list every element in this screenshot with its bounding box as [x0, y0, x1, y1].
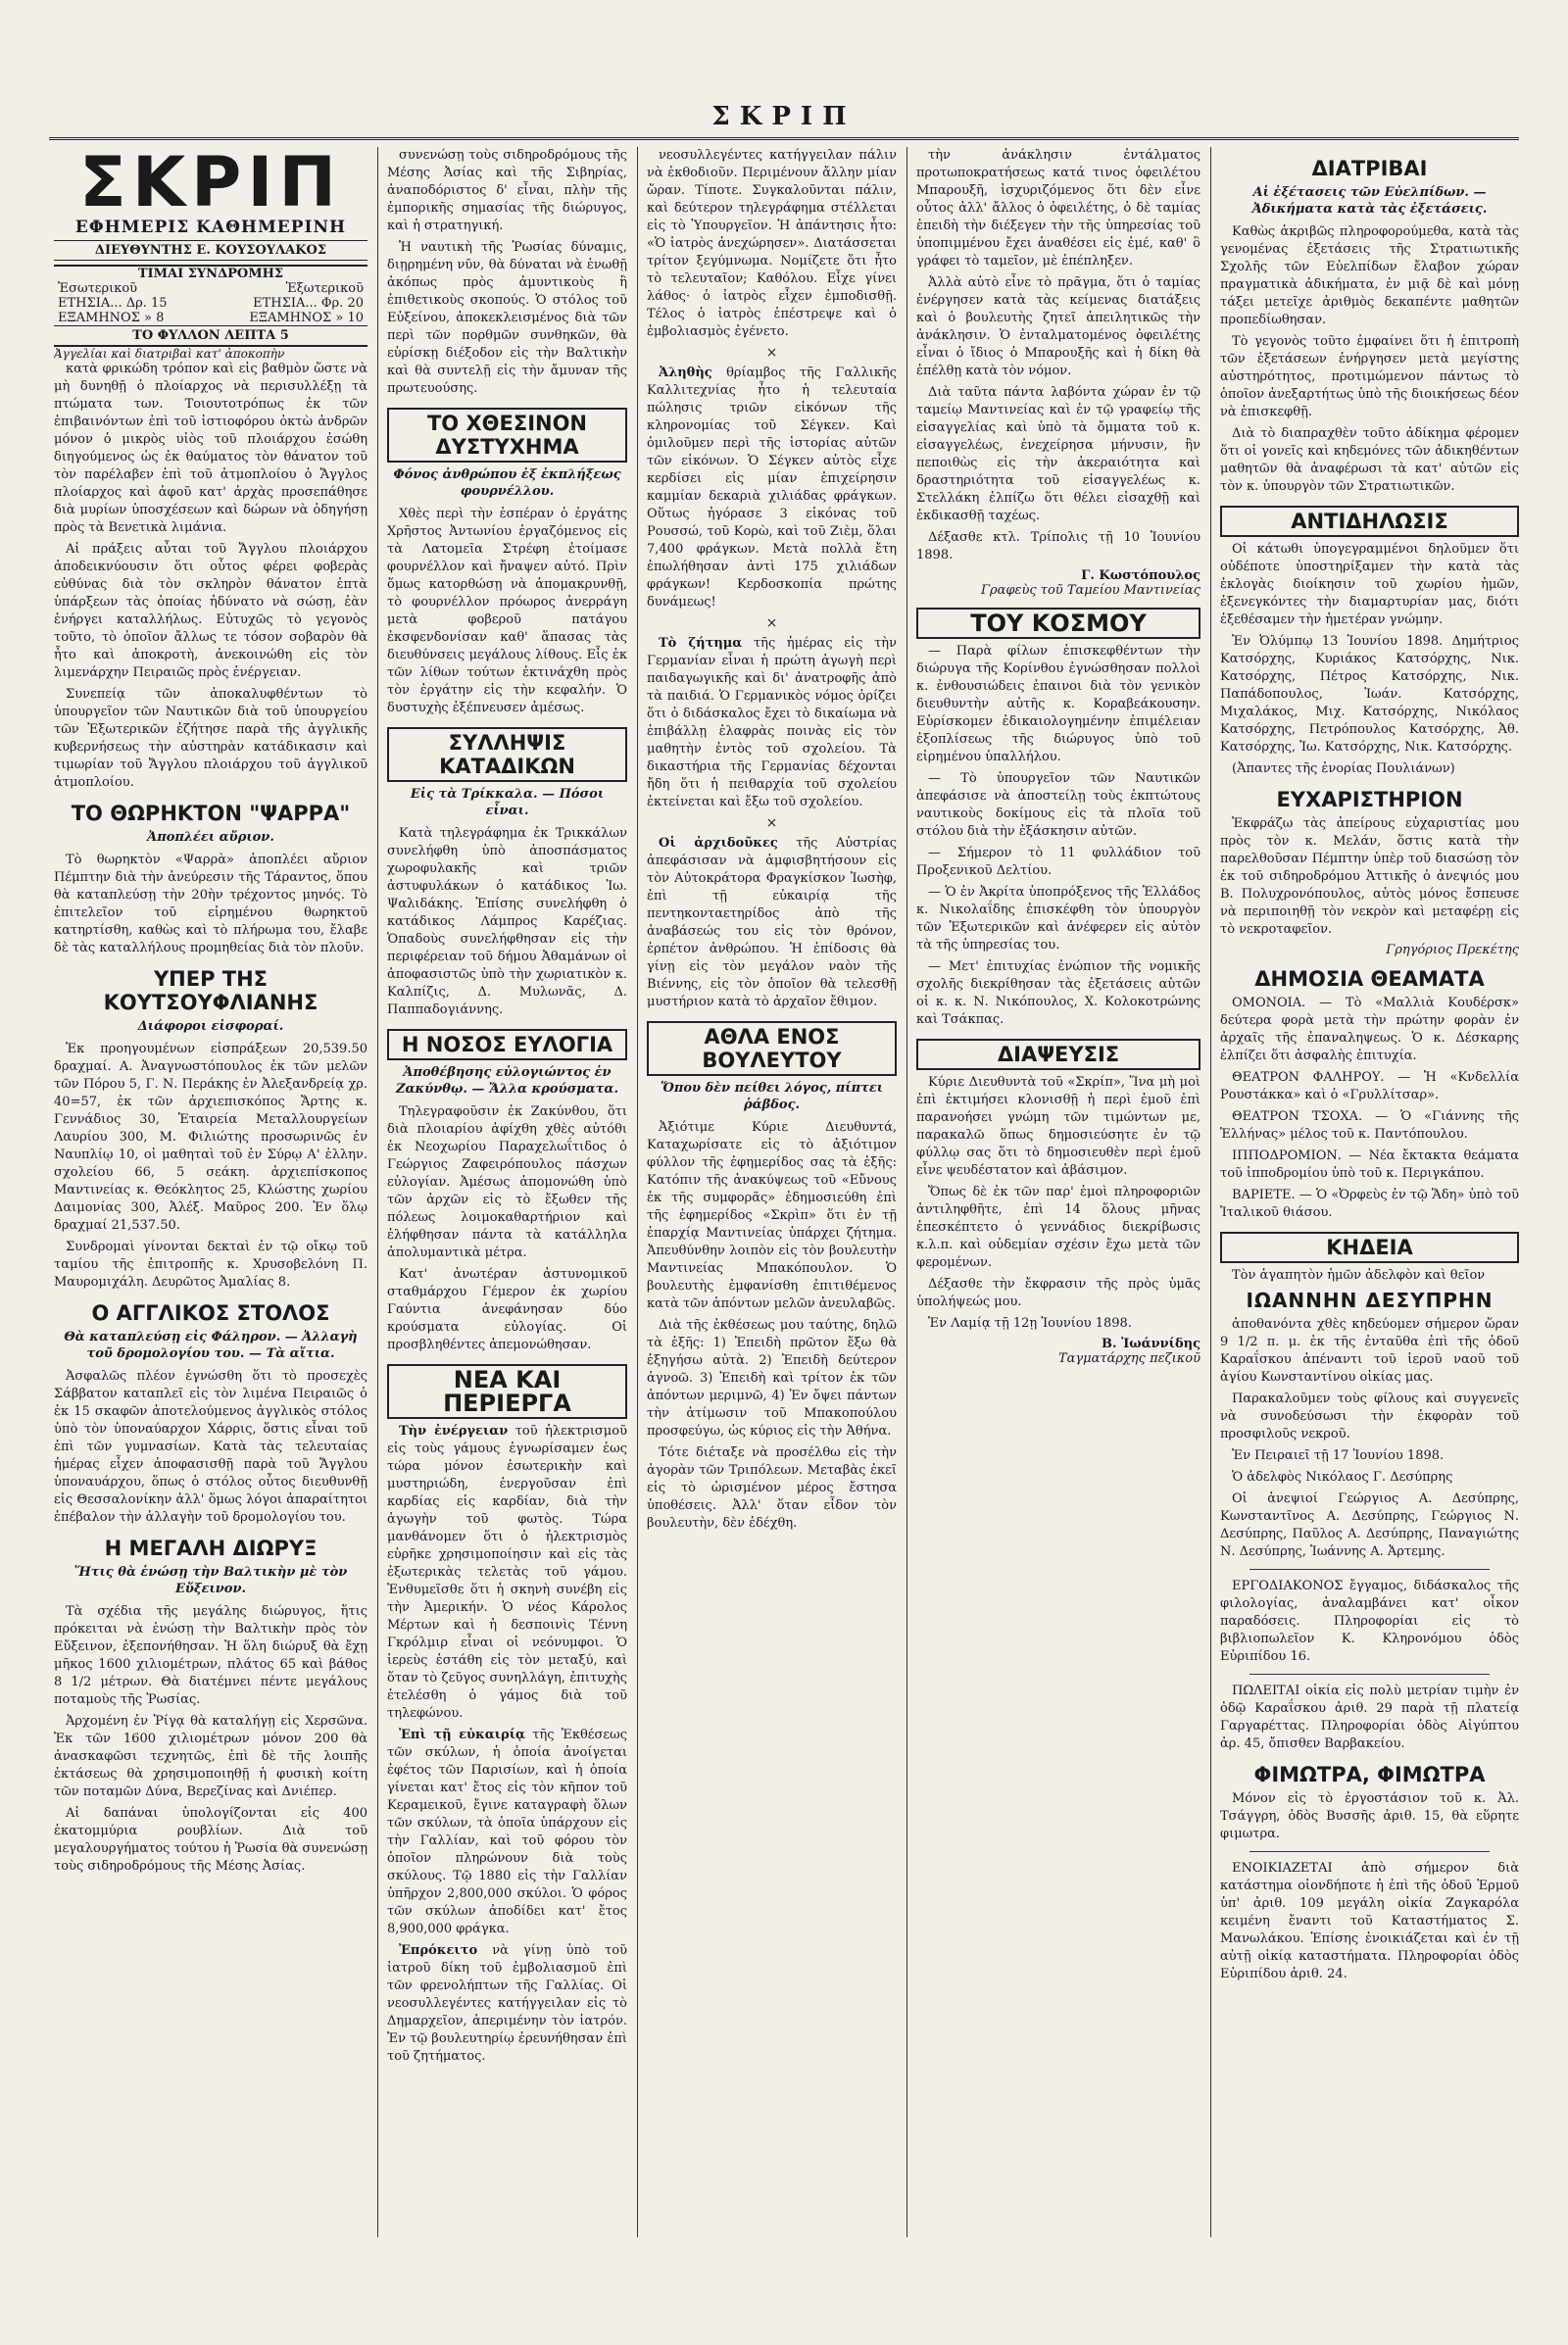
column-2 — [387, 147, 627, 2237]
headline-diatrivai: ΔΙΑΤΡΙΒΑΙ — [1311, 157, 1428, 180]
article-text: Ἐν Λαμίᾳ τῇ 12ῃ Ἰουνίου 1898. — [928, 1316, 1132, 1331]
separator-cross: × — [765, 615, 778, 631]
article-text: ΙΠΠΟΔΡΟΜΙΟΝ. — Νέα ἔκτακτα θεάματα τοῦ ἱπποδρομίου ὑπὸ τοῦ κ. Περιγκάπου. — [1220, 1148, 1519, 1181]
subhead-katadikon: Εἰς τὰ Τρίκκαλα. — Πόσοι εἶναι. — [410, 787, 605, 818]
price-semi-foreign: ΕΞΑΜΗΝΟΣ » 10 — [249, 311, 364, 325]
article-text: Ἡ ναυτικὴ τῆς Ῥωσίας δύναμις, διῃρημένη νῦν, θὰ δύναται νὰ ἑνωθῇ ἀκόπως πρὸς ἀμυντικοὺς ἢ ἐπιθετικοὺς σκοπούς. Ὁ στόλος τοῦ Εὐξείνου, ἀποκεκλεισμένος διὰ τῶν περὶ τῶν πορθμῶν συνθηκῶν, θὰ εὑρίσκῃ διέξοδον εἰς τὴν Βαλτικὴν καὶ θὰ συντελῇ εἰς τὴν ἄμυναν τῆς πρωτευούσης. — [387, 240, 627, 396]
article-text: Παρακαλοῦμεν τοὺς φίλους καὶ συγγενεῖς νὰ συνοδεύσωσι τὴν ἐκφορὰν τοῦ προσφιλοῦς νεκροῦ. — [1220, 1392, 1519, 1441]
article-text: Τὸ γεγονὸς τοῦτο ἐμφαίνει ὅτι ἡ ἐπιτροπὴ τῶν ἐξετάσεων ἐνήργησεν μετὰ μεγίστης αὐστηρότητος, προτιμώμενον πάντως τὸ ὁποῖον ἀνεξαρτήτως ὑπὸ τῆς διοικήσεως δέον νὰ ἐπισκεφθῇ. — [1220, 334, 1519, 419]
foreign-label: Ἐξωτερικοῦ — [285, 281, 364, 296]
article-text: Ὅπως δὲ ἐκ τῶν παρ' ἐμοὶ πληροφοριῶν ἀντιληφθῆτε, ἐπὶ 14 ὅλους μῆνας ἐπεσκέπτετο ὁ γεννάδιος διεκρίβωσις κ.λ.π. καὶ οὐδεμίαν σχέσιν ἔχω μετὰ τῶν φερομένων. — [916, 1185, 1200, 1270]
article-text: Συνεπείᾳ τῶν ἀποκαλυφθέντων τὸ ὑπουργεῖον τῶν Ναυτικῶν διὰ τοῦ ὑπουργείου τῶν Ἐξωτερικῶν ἐζήτησε παρὰ τῆς ἀγγλικῆς κυβερνήσεως τὴν αὐστηρὰν κατάδικασιν καὶ τιμωρίαν τοῦ Ἄγγλου πλοιάρχου τοῦ ἀγγλικοῦ ἀτμοπλοίου. — [54, 687, 368, 790]
article-text: Οἱ ἀρχιδοῦκες τῆς Αὐστρίας ἀπεφάσισαν νὰ ἀμφισβητήσουν εἰς τὸν Αὐτοκράτορα Φραγκίσκον Ἰωσὴφ, ἐπὶ τῇ εὐκαιρίᾳ τῆς πεντηκονταετηρίδος ἀπὸ τῆς ἀναβάσεώς του εἰς τὸν θρόνον, ἐρπέτον ἀνθρώπου. Ἡ ἐπίδοσις θὰ γίνῃ εἰς τὸν μεγάλον ναὸν τῆς Βιέννης, εἰς τὸν ὁποῖον θὰ τελεσθῇ μυστήριον κατὰ τὸ ἀρχαῖον ἔθιμον. — [647, 836, 897, 1009]
subhead-thorikton: Ἀποπλέει αὔριον. — [147, 830, 274, 845]
classified-ad: ΕΝΟΙΚΙΑΖΕΤΑΙ ἀπὸ σήμερον διὰ κατάστημα οἰονδήποτε ἡ ἐπὶ τῆς ὁδοῦ Ἑρμοῦ ὑπ' ἀριθ. 109 μεγάλη οἰκία Ζαγκαρόλα κειμένη ἔναντι τοῦ Καταστήματος Σ. Μανωλάκου. Ἐπίσης ἐνοικιάζεται καὶ ἐν τῇ αὐτῇ οἰκίᾳ καταστήματα. Πληροφορίαι ὁδὸς Εὐριπίδου ἀριθ. 24. — [1220, 1861, 1519, 1981]
signature: Β. Ἰωάννίδης — [1102, 1337, 1200, 1351]
running-title: ΣΚΡΙΠ — [711, 102, 857, 131]
headline-eulogia: Η ΝΟΣΟΣ ΕΥΛΟΓΙΑ — [387, 1029, 627, 1060]
article-text: νεοσυλλεγέντες κατήγγειλαν πάλιν νὰ ἐκθοδιοῦν. Περιμένουν ἄλλην μίαν ὥραν. Τίποτε. Συγκαλοῦνται πάλιν, καὶ δεύτερον τηλεγράφημα στέλλεται εἰς τὸ Ὑπουργεῖον. Ἡ ἀπάντησις ἦτο: «Ὁ ἰατρὸς ἀνεχώρησεν». Διατάσσεται τρίτον ξεγύμνωμα. Νομίζετε ὅτι ἦτο τὸ τελευταῖον; Καθόλου. Εἶχε γίνει λάθος· ὁ ἰατρὸς εἶχεν ἐμποδισθῇ. Τέλος ὁ ἰατρὸς ἐπέστρεψε καὶ ὁ ἐμβολιασμὸς ἐγένετο. — [647, 148, 897, 339]
headline-dystychima: ΤΟ ΧΘΕΣΙΝΟΝ ΔΥΣΤΥΧΗΜΑ — [387, 408, 627, 463]
headline-nea: ΝΕΑ ΚΑΙ ΠΕΡΙΕΡΓΑ — [387, 1364, 627, 1419]
column-1 — [54, 147, 368, 2237]
article-text: Κύριε Διευθυντὰ τοῦ «Σκρίπ», Ἵνα μὴ μοὶ ἐπὶ ἐκτιμήσει κλονισθῇ ἡ περὶ ἐμοῦ ἐπὶ παρανοήσει γνώμη τῶν τιμώντων με, παρακαλῶ ὅπως δημοσιεύσητε ἐν τῷ φύλλῳ σας ὅτι τὸ δημοσιευθὲν περὶ ἐμοῦ εἶνε ψευδέστατον καὶ ἀβάσιμον. — [916, 1075, 1200, 1178]
article-text: Οἱ ἀνεψιοί Γεώργιος Α. Δεσύπρης, Κωνσταντῖνος Α. Δεσύπρης, Γεώργιος Ν. Δεσύπρης, Παῦλος Α. Δεσύπρης, Παναγιώτης Ν. Δεσύπρης, Ἰωάννης Α. Ἀρτεμης. — [1220, 1491, 1519, 1559]
article-text: — Παρὰ φίλων ἐπισκεφθέντων τὴν διώρυγα τῆς Κορίνθου ἐγνώσθησαν πολλοὶ κ. ἐνθουσιώδεις ἐπαινοι διὰ τὸν γενικὸν διευθυντὴν αὐτῆς κ. Κοραβεάκουσην. Εὑρίσκομεν ἐδικαιολογημένην ἐπιμέλειαν ἐξοπλίσεως τῆς διώρυγος ὑπὸ τοῦ εἰρημένου ὑπαλλήλου. — [916, 644, 1200, 764]
article-text: Τότε διέταξε νὰ προσέλθω εἰς τὴν ἀγορὰν τῶν Τριπόλεων. Μεταβὰς ἐκεῖ εἰς τὸ ὡρισμένον μέρος ἔστησα ὑποθέσεις. Ἀλλ' ὅταν εἶδον τὸν βουλευτὴν, δὲν ἐδέχθη. — [647, 1445, 897, 1531]
classified-ad: ΠΩΛΕΙΤΑΙ οἰκία εἰς πολὺ μετρίαν τιμὴν ἐν ὁδῷ Καραΐσκου ἀριθ. 29 παρὰ τῇ πλατείᾳ Γαργαρέττας. Πληροφορίαι ὁδὸς Αἰγύπτου ἀρ. 45, ὄπισθεν Βαρβακείου. — [1220, 1684, 1519, 1751]
article-text: Δέξασθε τὴν ἔκφρασιν τῆς πρὸς ὑμᾶς ὑπολήψεώς μου. — [916, 1277, 1200, 1309]
lead-in: Ἐπρόκειτο — [399, 1943, 478, 1958]
funeral-name: ΙΩΑΝΝΗΝ ΔΕΣΥΠΡΗΝ — [1246, 1289, 1494, 1312]
article-text: ΘΕΑΤΡΟΝ ΦΑΛΗΡΟΥ. — Ἡ «Κνδελλία Ρουστάκκα» καὶ ὁ «Γρυλλίτσαρ». — [1220, 1070, 1519, 1102]
article-text: ΟΜΟΝΟΙΑ. — Τὸ «Μαλλιὰ Κουδέρσκ» δεύτερα φορὰ μετὰ τὴν πρώτην φορὰν ἐν ἀρχαῖς τῆς ἐπαναληψεως. Ὁ κ. Δέσκαρης ἐλπίζει ὅτι ἀσφαλὴς ἐπιτυχία. — [1220, 996, 1519, 1063]
separator — [1250, 1569, 1490, 1570]
article-text: Ἀρχομένη ἐν Ῥίγᾳ θὰ καταλήγῃ εἰς Χερσῶνα. Ἐκ τῶν 1600 χιλιομέτρων μόνον 200 θὰ ἀνασκαφῶσι τεχνητῶς, ἐπὶ δὲ τῆς λοιπῆς ἐκτάσεως θὰ χρησιμοποιηθῇ ἡ φυσικὴ κοίτη τῶν ποταμῶν Δύνα, Βερεζίνας καὶ Δνιέπερ. — [54, 1714, 368, 1799]
article-text: Διὰ τῆς ἐκθέσεως μου ταύτης, δηλῶ τὰ ἑξῆς: 1) Ἐπειδὴ πρῶτον ἔξω θὰ ἐξηγήσω αὐτὰ. 2) Ἐπειδὴ δεύτερον ἀγνοῶ. 3) Ἐπειδὴ καὶ τρίτον ἐκ τῶν ἀπόντων μεριμνῶ, 4) Ἐν ὄψει πάντων τὴν ἀτίμωσιν τοῦ Μπακοπούλου προσφεύγω, ὡς κύριος εἰς τὴν Ἀθήνα. — [647, 1318, 897, 1439]
article-text: Τὰ σχέδια τῆς μεγάλης διώρυγος, ἥτις πρόκειται νὰ ἑνώσῃ τὴν Βαλτικὴν πρὸς τὸν Εὔξεινον, ἐξεπονήθησαν. Ἡ ὅλη διώρυξ θὰ ἔχῃ μῆκος 1600 χιλιομέτρων, πλάτος 65 καὶ βάθος 8 1/2 μέτρων. Θὰ διατέμνει πέντε μεγάλους ποταμοὺς τῆς Ῥωσίας. — [54, 1604, 368, 1707]
article-text: Ἀξιότιμε Κύριε Διευθυντά, Καταχωρίσατε εἰς τὸ ἀξιότιμον φύλλον τῆς ἐφημερίδος σας τὰ ἑξῆς: Κατόπιν τῆς ἀνακύψεως τοῦ «Εὔνους ἐκ τῆς συμφορᾶς» ἐδημοσιεύθη ἐπὶ τῆς ἐφημερίδος «Σκρὶπ» ὅτι ἐν τῇ ἐπαρχίᾳ Μαντινείας ὑπάρχει ζήτημα. Ἀπευθύνθην λοιπὸν εἰς τὸν βουλευτὴν Μαντινείας Μπακόπουλον. Ὁ βουλευτὴς ἐμφανίσθη ἐπιτιθέμενος κατὰ τῶν ἀπόντων μελῶν ἀνευλαβῶς. — [647, 1120, 897, 1311]
article-text: ΒΑΡΙΕΤΕ. — Ὁ «Ὀρφεὺς ἐν τῷ Ἅδη» ὑπὸ τοῦ Ἰταλικοῦ θιάσου. — [1220, 1188, 1519, 1220]
article-text: συνενώσῃ τοὺς σιδηροδρόμους τῆς Μέσης Ἀσίας καὶ τῆς Σιβηρίας, ἀναποδόριστος δ' εἶναι, πλὴν τῆς ἐμπορικῆς σημασίας τῆς διώρυγος, καὶ ἡ στρατηγική. — [387, 148, 627, 233]
signature-role: Γραφεὺς τοῦ Ταμείου Μαντινείας — [980, 583, 1200, 598]
headline-athla: ΑΘΛΑ ΕΝΟΣ ΒΟΥΛΕΥΤΟΥ — [647, 1021, 897, 1076]
article-text: Τὴν ἐνέργειαν τοῦ ἠλεκτρισμοῦ εἰς τοὺς γάμους ἐγνωρίσαμεν ἐως τώρα μόνον ἐσωτερικὴν καὶ μυστηριώδη, ἐνεργοῦσαν ἐπὶ καρδίας εἰς καρδίαν, διὰ τὴν ἀγωγὴν τοῦ φωτὸς. Τώρα μανθάνομεν ὅτι ὁ ἠλεκτρισμὸς εὑρῆκε χρησιμοποίησιν καὶ εἰς τὰς ἐξωτερικὰς τελετὰς τοῦ γάμου. Ἐνθυμεῖσθε ὅτι ἡ σκηνὴ συνέβη εἰς τὴν Ἀμερικήν. Ὁ νέος Κάρολος Μέρτων καὶ ἡ δεσποινὶς Τέννη Γκρόλμιρ εἶναι οἱ νεόνυμφοι. Ὁ ἱερεὺς ἐστάθη εἰς τὸν μεταξύ, καὶ ὅταν τὸ ζεῦγος συνηλλάγη, ἐπιτυχὴς ἐτελέσθη ὁ γάμος διὰ τοῦ τηλεφώνου. — [387, 1424, 627, 1721]
masthead-logo: ΣΚΡΙΠ — [79, 147, 342, 222]
article-text: Ὁ ἀδελφὸς Νικόλαος Γ. Δεσύπρης — [1232, 1470, 1453, 1485]
article-text: Κατ' ἀνωτέραν ἀστυνομικοῦ σταθμάρχου Γέμερον ἐκ χωρίου Γαύντια ἀνεφάνησαν δύο κρούσματα εὐλογίας. Οἱ προσβληθέντες ἀπεμονώθησαν. — [387, 1267, 627, 1352]
article-text: Οἱ κάτωθι ὑπογεγραμμένοι δηλοῦμεν ὅτι οὐδέποτε ὑποστηρίξαμεν τὴν κατὰ τὰς ἐκλογὰς διοίκησιν τοῦ χωρίου ἡμῶν, ἐξενεγκόντες τὴν διαμαρτυρίαν μας, διότι ἐξεθέσαμεν τὴν ἡμετέραν γνώμην. — [1220, 542, 1519, 627]
column-divider — [377, 147, 378, 2237]
headline-koutsoufliani: ΥΠΕΡ ΤΗΣ ΚΟΥΤΣΟΥΦΛΙΑΝΗΣ — [103, 967, 318, 1014]
subhead-athla: Ὅπου δὲν πείθει λόγος, πίπτει ῥάβδος. — [660, 1081, 884, 1112]
subhead-stolos: Θὰ καταπλεύσῃ εἰς Φάληρον. — Ἀλλαγὴ τοῦ δρομολογίου του. — Τὰ αἴτια. — [64, 1330, 358, 1361]
article-text: Αἱ δαπάναι ὑπολογίζονται εἰς 400 ἑκατομμύρια ρουβλίων. Διὰ τοῦ μεγαλουργήματος τούτου ἡ Ῥωσία θὰ συνενώσῃ τοὺς σιδηροδρόμους τῆς Μέσης Ἀσίας. — [54, 1806, 368, 1874]
separator — [1250, 1851, 1490, 1852]
subhead-diatrivai: Αἱ ἐξέτασεις τῶν Εὐελπίδων. — Ἀδικήματα κατὰ τὰς ἐξετάσεις. — [1251, 185, 1488, 217]
headline-antidilosis: ΑΝΤΙΔΗΛΩΣΙΣ — [1220, 506, 1519, 537]
article-text: Ἀσφαλῶς πλέον ἐγνώσθη ὅτι τὸ προσεχὲς Σάββατον καταπλεῖ εἰς τὸν λιμένα Πειραιῶς ὁ ἐκ 15 σκαφῶν ἀποτελούμενος ἀγγλικὸς στόλος ὑπὸ τὸν ὑποναύαρχον Χάρρις, ὅστις εἶναι τοῦ ἐπὶ τῶν γυμνασίων. Κατὰ τὰς τελευταίας ἡμέρας εἶχεν ἀποφασισθῇ παρὰ τοῦ Ἄγγλου ὑποναυάρχου, ὅπως ὁ στόλος οὗτος διευθυνθῇ εἰς Θεσσαλονίκην ἀλλ' ὅμως λόγοι ἀπαραίτητοι ἐπέβαλον τὴν ἀλλαγὴν τοῦ δρομολογίου του. — [54, 1369, 368, 1525]
article-text: Ἀλλὰ αὐτὸ εἶνε τὸ πρᾶγμα, ὅτι ὁ ταμίας ἐνέργησεν κατὰ τὰς κείμενας διατάξεις καὶ ὁ βουλευτὴς ζητεῖ ἀπειλητικῶς τὴν ἀνάκλησιν. Ὁ ἐνταλματομένος ὀφειλέτης εἶναι ὁ ἴδιος ὁ Μπαρουξῆς καὶ ἡ δίκη θὰ ἐπέλθῃ κατὰ τὸν νόμον. — [916, 275, 1200, 378]
price-notice: ΤΟ ΦΥΛΛΟΝ ΛΕΠΤΑ 5 — [54, 326, 368, 347]
ads-notice: Ἀγγελίαι καὶ διατριβαὶ κατ' ἀποκοπὴν — [54, 347, 285, 361]
top-rule — [49, 137, 1519, 140]
article-text: τὴν ἀνάκλησιν ἐντάλματος προτωποκρατήσεως κατά τινος ὀφειλέτου Μπαρουξῆ, ἰσχυριζόμενος ὅτι δὲν εἶνε οὗτος ἀλλ' ἄλλος ὁ ὀφειλέτης, ὁ δὲ ταμίας ἐπειδὴ τὴν διέξεγεν τὴν τῆς ὑπηρεσίας τοῦ ὑποπιμμένου ἔχει ἀναθέσει εἰς ἐμέ, καθ' ὃ γράφει τὸ ταμεῖον, μὲ ἐπέπληξεν. — [916, 148, 1200, 269]
article-text: ΘΕΑΤΡΟΝ ΤΣΟΧΑ. — Ὁ «Γιάννης τῆς Ἑλλήνας» μέλος τοῦ κ. Παντόπουλου. — [1220, 1109, 1519, 1142]
headline-diapseusis: ΔΙΑΨΕΥΣΙΣ — [916, 1039, 1200, 1070]
signature: Γ. Κωστόπουλος — [1081, 568, 1200, 583]
subhead-dystychima: Φόνος ἀνθρώπου ἐξ ἐκπλήξεως φουρνέλλου. — [393, 467, 621, 499]
signature: Γρηγόριος Πρεκέτης — [1386, 943, 1519, 957]
article-text: — Τὸ ὑπουργεῖον τῶν Ναυτικῶν ἀπεφάσισε νὰ ἀποστείλῃ τοὺς ἐκπτώτους ναυτικοὺς δοκίμους εἰς τὰ πλοῖα τοῦ στόλου διὰ τὴν ἐξάσκησιν αὐτῶν. — [916, 771, 1200, 839]
headline-theamata: ΔΗΜΟΣΙΑ ΘΕΑΜΑΤΑ — [1254, 967, 1485, 991]
headline-katadikon: ΣΥΛΛΗΨΙΣ ΚΑΤΑΔΙΚΩΝ — [387, 727, 627, 782]
article-text: Συνδρομαὶ γίνονται δεκταὶ ἐν τῷ οἴκῳ τοῦ ταμίου τῆς ἐπιτροπῆς κ. Χρυσοβελόνη Π. Μαυρομιχάλη. Δευρῶτος Ἀμαλίας 8. — [54, 1240, 368, 1290]
column-3 — [647, 147, 897, 2237]
article-text: Ἐπρόκειτο νὰ γίνῃ ὑπὸ τοῦ ἰατροῦ δίκη τοῦ ἐμβολιασμοῦ ἐπὶ τῶν φρενολήπτων τῆς Γαλλίας. Οἱ νεοσυλλεγέντες κατήγγειλαν εἰς τὸ Δημαρχεῖον, ἀπεριμένην τὸν ἰατρόν. Ἐν τῷ βουλευτηρίῳ ἐρευνήθησαν ἐπὶ τοῦ ζητήματος. — [387, 1943, 627, 2064]
article-text: Διὰ ταῦτα πάντα λαβόντα χώραν ἐν τῷ ταμείῳ Μαντινείας καὶ ἐν τῷ γραφείῳ τῆς εἰσαγγελίας καὶ ὑπὸ τὰ ὄμματα τοῦ κ. εἰσαγγελέως, ἐνεχείρησα μήνυσιν, ἣν πεποιθὼς εἰς τὴν ἀκεραιότητα καὶ δραστηριότητα τοῦ εἰσαγγελέως κ. Στελλάκη ἐλπίζω ὅτι θέλει εἰσαχθῇ καὶ ἐκδικασθῇ ταχέως. — [916, 385, 1200, 523]
headline-stolos: Ο ΑΓΓΛΙΚΟΣ ΣΤΟΛΟΣ — [91, 1301, 330, 1325]
lead-in: Οἱ ἀρχιδοῦκες — [659, 836, 778, 851]
column-4 — [916, 147, 1200, 2237]
article-text: ἀποθανόντα χθὲς κηδεύομεν σήμερον ὥραν 9 1/2 π. μ. ἐκ τῆς ἐνταῦθα ἐπὶ τῆς ὁδοῦ Καραΐσκου ἀπέναντι τοῦ ἱεροῦ ναοῦ τοῦ ἁγίου Κωνσταντίνου οἰκίας μας. — [1220, 1317, 1519, 1385]
headline-efxaristirion: ΕΥΧΑΡΙΣΤΗΡΙΟΝ — [1276, 788, 1463, 811]
lead-in: Τὸ ζήτημα — [659, 636, 743, 651]
subhead-koutsoufliani: Διάφοροι εἰσφοραί. — [137, 1019, 284, 1034]
classified-ad: ΕΡΓΟΔΙΑΚΟΝΟΣ ἔγγαμος, διδάσκαλος τῆς φιλολογίας, ἀναλαμβάνει κατ' οἶκον παραδόσεις. Πληροφορίαι εἰς τὸ βιβλιοπωλεῖον Κ. Κληρονόμου ὁδὸς Εὐριπίδου 16. — [1220, 1579, 1519, 1664]
headline-thorikton: ΤΟ ΘΩΡΗΚΤΟΝ "ΨΑΡΡΑ" — [71, 802, 351, 825]
masthead-director: ΔΙΕΥΘΥΝΤΗΣ Ε. ΚΟΥΣΟΥΛΑΚΟΣ — [54, 240, 368, 261]
article-text: Ἐκ προηγουμένων εἰσπράξεων 20,539.50 δραχμαί. Α. Ἀναγνωστόπουλος ἐκ τῶν μελῶν τῶν Πόρου 5, Γ. Ν. Περάκης ἐν Ἀλεξανδρείᾳ χρ. 40=57, ἐκ τῶν ἀρχιεπισκόπος Ἄρτης κ. Γεννάδιος 30, Ἑταιρεία Μεταλλουργείων Λαυρίου 300, Μ. Φιλιώτης προσωρινῶς ἐν Ναυπλίῳ 10, οἱ μαθηταὶ τοῦ ἐν Σύρῳ Α' ἑλλην. σχολείου 66, 5 σεάκη. ἀρχιεπίσκοπος Μαντινείας κ. Θεόκλητος 25, Κλώστης χωρίου Δαιμονίας 300, Ἀλέξ. Μαῦρος 200. Ἐν ὅλῳ δραχμαί 21,537.50. — [54, 1042, 368, 1233]
price-semi-domestic: ΕΞΑΜΗΝΟΣ » 8 — [58, 311, 165, 325]
article-text: Τὸν ἀγαπητὸν ἡμῶν ἀδελφὸν καὶ θεῖον — [1232, 1268, 1486, 1283]
price-annual-domestic: ΕΤΗΣΙΑ... Δρ. 15 — [58, 296, 168, 311]
article-text: Τὸ θωρηκτὸν «Ψαρρὰ» ἀποπλέει αὔριον Πέμπτην διὰ τὴν ἀνεύρεσιν τῆς Τάραντος, ὅπου θὰ καταπλεύσῃ τὴν 20ὴν τρέχοντος μηνός. Τὸ ἐπιτελεῖον τοῦ εἰρημένου θωρηκτοῦ κατηρτίσθη, καθὼς καὶ τὸ πλήρωμα του, ἔλαβε δὲ τὰς καταλλήλους προμηθείας διὰ τὸν πλοῦν. — [54, 853, 368, 955]
separator-cross: × — [765, 345, 778, 361]
lead-in: Ἀληθὴς — [659, 366, 712, 380]
article-text: Ἐν Πειραιεῖ τῇ 17 Ἰουνίου 1898. — [1232, 1448, 1445, 1463]
subhead-eulogia: Ἀποθέβησης εὐλογιώντος ἐν Ζακύνθῳ. — Ἄλλα κρούσματα. — [396, 1065, 618, 1097]
article-text: Τὸ ζήτημα τῆς ἡμέρας εἰς τὴν Γερμανίαν εἶναι ἡ πρώτη ἀγωγὴ περὶ παιδαγωγικῆς καὶ δι' ἀνατροφῆς ἀπὸ τὰ παιδιά. Ὁ Γερμανικὸς νόμος ὁρίζει ὅτι ὁ διδάσκαλος ἔχει τὸ δικαίωμα νὰ ἐπιβάλλῃ ἐλαφρὰς ποινὰς εἰς τὸν μαθητὴν ἐντὸς τοῦ σχολείου. Τὰ δικαστήρια τῆς Γερμανίας δέχονται ἤδη ὅτι ἡ πειθαρχία τοῦ σχολείου ἐκτείνεται καὶ ἔξω τοῦ σχολείου. — [647, 636, 897, 809]
article-text: Ἐν Ὀλύμπῳ 13 Ἰουνίου 1898. Δημήτριος Κατσόρχης, Κυριάκος Κατσόρχης, Νικ. Κατσόρχης, Πέτρος Κατσόρχης, Νικ. Παπάδοπουλος, Ἰωάν. Κατσόρχης, Μιχαλάκος, Μιχ. Κατσόρχης, Νικόλαος Κατσόρχης, Πετρόπουλος Κατσόρχης, Ἀθ. Κατσόρχης, Ἰω. Κατσόρχης, Νικ. Κατσόρχης. — [1220, 634, 1519, 755]
subscription-prices — [54, 267, 368, 326]
lead-in: Τὴν ἐνέργειαν — [399, 1424, 509, 1439]
article-text: Διὰ τὸ διαπραχθὲν τοῦτο ἀδίκημα φέρομεν ὅτι οἱ γονεῖς καὶ κηδεμόνες τῶν ἀδικηθέντων μαθητῶν θὰ ἀναφέρωσι τὰ κατ' αὐτῶν εἰς τὸν κ. ὑπουργὸν τῶν Στρατιωτικῶν. — [1220, 426, 1519, 494]
separator — [1250, 1674, 1490, 1675]
headline-diorix: Η ΜΕΓΑΛΗ ΔΙΩΡΥΞ — [104, 1537, 318, 1560]
price-annual-foreign: ΕΤΗΣΙΑ... Φρ. 20 — [253, 296, 364, 311]
article-text: Ἀληθὴς θρίαμβος τῆς Γαλλικῆς Καλλιτεχνίας ἦτο ἡ τελευταία πώλησις τριῶν εἰκόνων τῆς κληρονομίας τοῦ Σέγκεν. Καὶ ὁμιλοῦμεν περὶ τῆς ἱστορίας αὐτῶν τῶν εἰκόνων. Ὁ Σέγκεν αὐτὸς εἶχε κερδίσει εἰς μίαν ἐπιχείρησιν καμμίαν δεκαριὰ χιλιάδας φράγκων. Οὕτως ἠγόρασε 3 εἰκόνας τοῦ Ρουσσώ, τοῦ Κορὼ, καὶ τοῦ Ζιὲμ, ὅλαι 7,400 φράγκων. Μετὰ πολλὰ ἔτη ἐπωλήθησαν ἀντὶ 175 χιλιάδων φράγκων! Κερδοσκοπία πρώτης δυνάμεως! — [647, 366, 897, 610]
headline-kosmou: ΤΟΥ ΚΟΣΜΟΥ — [916, 608, 1200, 639]
article-text: Ἐπὶ τῇ εὐκαιρίᾳ τῆς Ἐκθέσεως τῶν σκύλων, ἡ ὁποία ἀνοίγεται ἐφέτος τῶν Παρισίων, καὶ ἡ ὁποία γίνεται κατ' ἔτος εἰς τὸν κῆπον τοῦ Κεραμεικοῦ, ἔγινε καταγραφὴ ὅλων τῶν σκύλων, τὰ ὁποῖα ὑπάρχουν εἰς τὴν Γαλλίαν, καὶ τοῦ φόρου τὸν ὁποῖον πληρώνουν διὰ τοὺς σκύλους. Τῷ 1880 εἰς τὴν Γαλλίαν ὑπῆρχον 2,800,000 σκύλοι. Ὁ φόρος τῶν σκύλων ἀποδίδει κατ' ἔτος 8,900,000 φράγκα. — [387, 1728, 627, 1936]
classified-ad: Μόνον εἰς τὸ ἐργοστάσιον τοῦ κ. Ἀλ. Τσάγγρη, ὁδὸς Βυσσῆς ἀριθ. 15, θὰ εὕρητε φιμωτρα. — [1220, 1791, 1519, 1841]
signature-role: Ταγματάρχης πεζικοῦ — [1057, 1351, 1200, 1366]
article-text: (Ἀπαντες τῆς ἐνορίας Πουλιάνων) — [1232, 761, 1455, 776]
separator-cross: × — [765, 815, 778, 831]
masthead — [54, 147, 368, 267]
headline-fimotra: ΦΙΜΩΤΡΑ, ΦΙΜΩΤΡΑ — [1253, 1763, 1486, 1786]
article-text: Χθὲς περὶ τὴν ἑσπέραν ὁ ἐργάτης Χρῆστος Ἀντωνίου ἐργαζόμενος εἰς τὰ Λατομεῖα Στρέφη ἐτοίμασε φουρνέλλον καὶ ἤναψεν αὐτό. Πρὶν ὅμως κατορθώσῃ νὰ ἀπομακρυνθῇ, τὸ φουρνέλλον πρόωρος ἀνερράγη μετὰ φοβεροῦ πατάγου ἐκσφενδονίσαν καθ' ἅπασας τὰς διευθύνσεις μεγάλους λίθους. Εἷς ἐκ τῶν λίθων τούτων ἐκτινάχθη πρὸς τὸν ἐργάτην εἰς τὴν κεφαλήν. Ὁ δυστυχὴς ἐξέπνευσεν ἀμέσως. — [387, 507, 627, 715]
article-text: Δέξασθε κτλ. Τρίπολις τῇ 10 Ἰουνίου 1898. — [916, 530, 1200, 562]
headline-kidia: ΚΗΔΕΙΑ — [1220, 1232, 1519, 1263]
column-divider — [637, 147, 638, 2237]
article-text: Ἐκφράζω τὰς ἀπείρους εὐχαριστίας μου πρὸς τὸν κ. Μελάν, ὅστις κατὰ τὴν παρελθοῦσαν Πέμπτην ὑπὲρ τοῦ διασώσῃ τὸν ἐκ τοῦ σιδηροδρόμου Ἀττικῆς ὁ ἀνεψιός μου Β. Πολυχρονόπουλος, αὐτὸς μόνος ἔσπευσε νὰ περιποιηθῇ τὸν νεκρὸν καὶ μεταφέρῃ εἰς τὸ νεκροταφεῖον. — [1220, 816, 1519, 937]
article-text: κατὰ φρικώδη τρόπον καὶ εἰς βαθμὸν ὥστε νὰ μὴ δυνηθῇ ὁ πλοίαρχος νὰ περισυλλέξῃ τὰ πτώματα των. Τοιουτοτρόπως ἐκ τῶν ἐπιβαινόντων ἐπὶ τοῦ ἱστιοφόρου ὀκτὼ ἀνδρῶν μόνον ὁ μικρὸς υἱὸς τοῦ πλοιάρχου ἐσώθη διηγούμενος ὡς ἐκ θαύματος τὸν θάνατον τοῦ τὸν παρέλαβεν ἐπὶ τοῦ ἀτμοπλοίου ὁ Ἄγγλος πλοίαρχος καὶ ἀφοῦ κατ' ἀρχὰς προσεπάθησε διὰ μυρίων ὑποσχέσεων καὶ δώρων νὰ ὁδηγήσῃ πρὸς τὰ Βενετικὰ λιμάνια. — [54, 362, 368, 535]
column-5 — [1220, 147, 1519, 2237]
masthead-subtitle: ΕΦΗΜΕΡΙΣ ΚΑΘΗΜΕΡΙΝΗ — [74, 218, 347, 237]
column-divider — [906, 147, 907, 2237]
article-text: Τηλεγραφοῦσιν ἐκ Ζακύνθου, ὅτι διὰ πλοιαρίου ἀφίχθη χθὲς αὐτόθι ἐκ Νεοχωρίου Παραχελωΐτιδος ὁ Γεώργιος Ζαφειρόπουλος πάσχων εὐλογίαν. Ἀμέσως ἀπομονώθη ὑπὸ τῶν ἀρχῶν εἰς τὸ ἔξωθεν τῆς πόλεως λοιμοκαθαρτήριον καὶ ἐλήφθησαν πάντα τὰ κατάλληλα ἀπολυμαντικὰ μέτρα. — [387, 1104, 627, 1260]
article-text: Καθὼς ἀκριβῶς πληροφορούμεθα, κατὰ τὰς γενομένας ἐξετάσεις τῆς Στρατιωτικῆς Σχολῆς τῶν Εὐελπίδων ἔλαβον χώραν πραγματικὰ ἀδικήματα, ἐν μιᾷ δὲ καὶ μόνῃ τάξει μετεῖχε ἀριθμὸς δεκαπέντε μαθητῶν προπεδίωθησαν. — [1220, 224, 1519, 327]
domestic-label: Ἐσωτερικοῦ — [58, 281, 138, 296]
column-divider — [1210, 147, 1211, 2237]
article-text: Αἱ πράξεις αὗται τοῦ Ἄγγλου πλοιάρχου ἀποδεικνύουσιν ὅτι οὗτος φέρει φοβερὰς εὐθύνας διὰ τὸν σκληρὸν θάνατον ἑπτὰ ὑπάρξεων τὰς ὁποίας ἠδύνατο νὰ σώσῃ, ἐὰν ἐνήργει καταλλήλως. Εὐτυχῶς τὸ γεγονὸς τοῦτο, τὸ ὁποῖον ἄλλως τε τόσον σοβαρὸν θὰ ἦτο καὶ ἀποκροτὴ, ἀνεκοινώθη εἰς τὸν λιμενάρχην Πειραιῶς πρὸς ἐνέργειαν. — [54, 542, 368, 680]
subhead-diorix: Ἥτις θὰ ἑνώσῃ τὴν Βαλτικὴν μὲ τὸν Εὔξεινον. — [74, 1565, 348, 1596]
lead-in: Ἐπὶ τῇ εὐκαιρίᾳ — [399, 1728, 526, 1742]
article-text: — Σήμερον τὸ 11 φυλλάδιον τοῦ Προξενικοῦ Δελτίου. — [916, 846, 1200, 878]
prices-title: ΤΙΜΑΙ ΣΥΝΔΡΟΜΗΣ — [137, 267, 284, 281]
article-text: — Μετ' ἐπιτυχίας ἐνώπιον τῆς νομικῆς σχολῆς διεκρίθησαν τὰς ἐξετάσεις αὑτῶν οἱ κ. κ. Ν. Νικόπουλος, Χ. Κολοκοτρώνης καὶ Τσάκπας. — [916, 959, 1200, 1027]
article-text: Κατὰ τηλεγράφημα ἐκ Τρικκάλων συνελήφθη ὑπὸ ἀποσπάσματος χωροφυλακῆς καὶ τριῶν ἀστυφυλάκων ὁ κατάδικος Ἰω. Ψαλιδάκης. Ἐπίσης συνελήφθη ὁ κατάδικος Λάμπρος Καρέζιας. Ὁπαδοὺς συνελήφθησαν εἰς τὴν περιφέρειαν τοῦ δήμου Ἀθαμάνων οἱ ἀποφασιστῶς ὑπὸ τὴν χωριατικὸν κ. Καλπίζις, Δ. Μυλωνᾶς, Δ. Παππαδογιάννης. — [387, 826, 627, 1017]
article-text: — Ὁ ἐν Ἀκρίτα ὑποπρόξενος τῆς Ἑλλάδος κ. Νικολαΐδης ἐπισκέφθη τὸν ὑπουργὸν τῶν Ἐξωτερικῶν καὶ ἀνέφερεν εἰς αὐτὸν τὰ τῆς ὑπηρεσίας του. — [916, 885, 1200, 953]
